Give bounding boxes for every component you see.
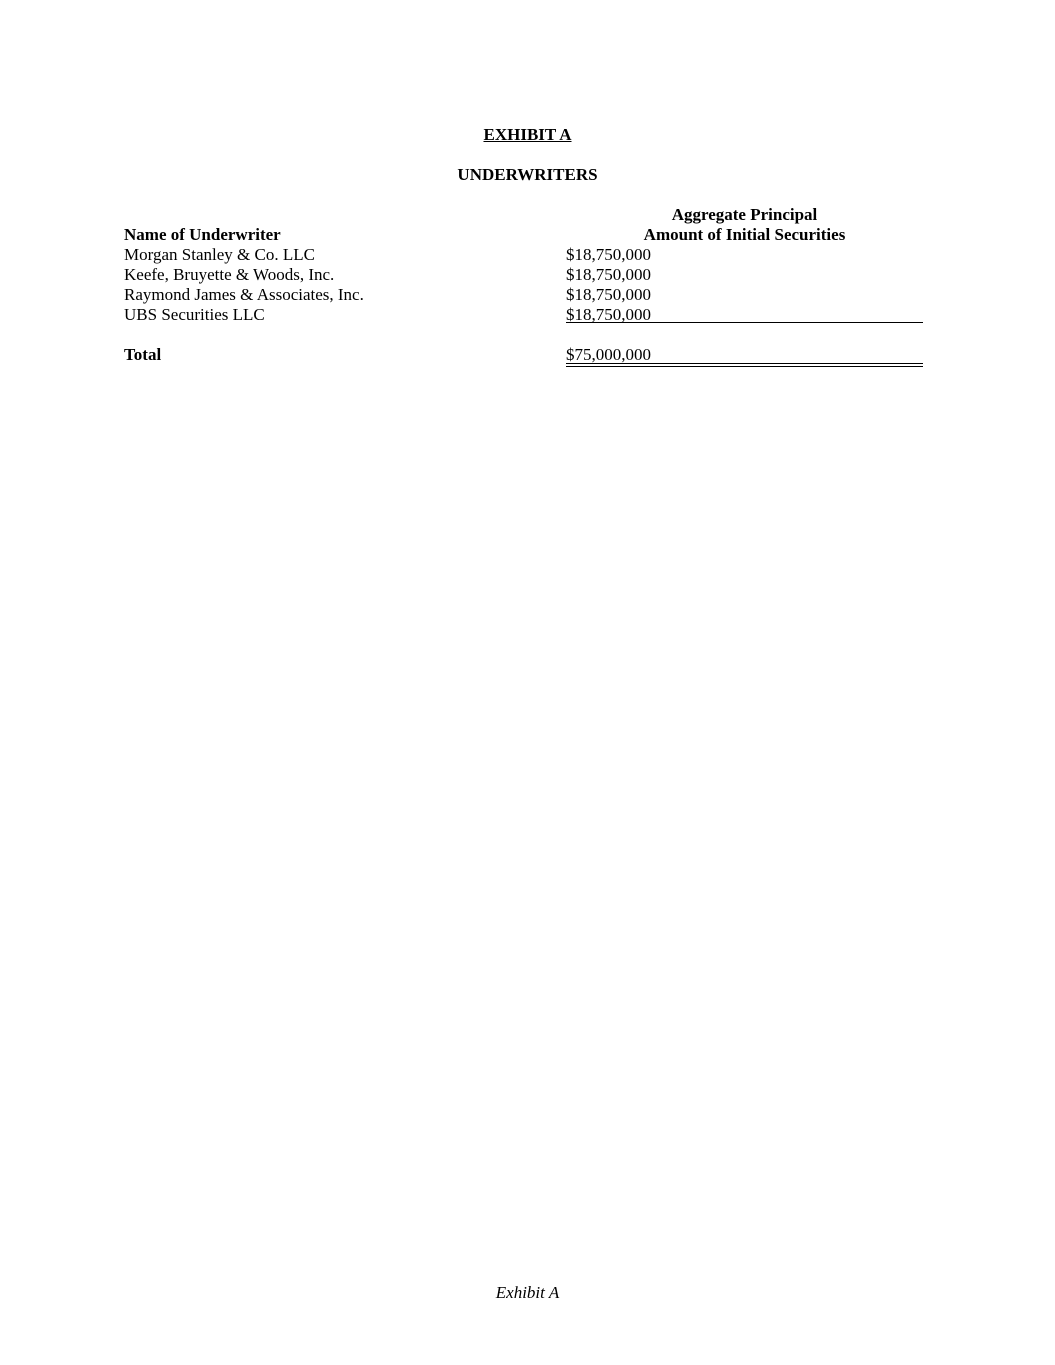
table-row-name: Raymond James & Associates, Inc. <box>124 285 364 304</box>
total-label: Total <box>124 345 162 364</box>
subtotal-rule <box>566 322 923 323</box>
table-row-amount: $18,750,000 <box>566 285 651 304</box>
table-row-name: Keefe, Bruyette & Woods, Inc. <box>124 265 335 284</box>
column-header-name: Name of Underwriter <box>124 225 281 244</box>
column-header-amount-line2: Amount of Initial Securities <box>643 225 846 244</box>
table-row-amount: $18,750,000 <box>566 305 651 324</box>
table-row-amount: $18,750,000 <box>566 265 651 284</box>
total-double-rule <box>566 363 923 367</box>
table-row-amount: $18,750,000 <box>566 245 651 264</box>
section-title: UNDERWRITERS <box>457 165 598 184</box>
exhibit-title: EXHIBIT A <box>483 125 572 144</box>
column-header-amount <box>566 205 923 245</box>
table-row-name: Morgan Stanley & Co. LLC <box>124 245 315 264</box>
page-footer: Exhibit A <box>495 1283 560 1302</box>
table-row-name: UBS Securities LLC <box>124 305 265 324</box>
column-header-amount-line1: Aggregate Principal <box>671 205 818 224</box>
total-amount: $75,000,000 <box>566 345 651 364</box>
